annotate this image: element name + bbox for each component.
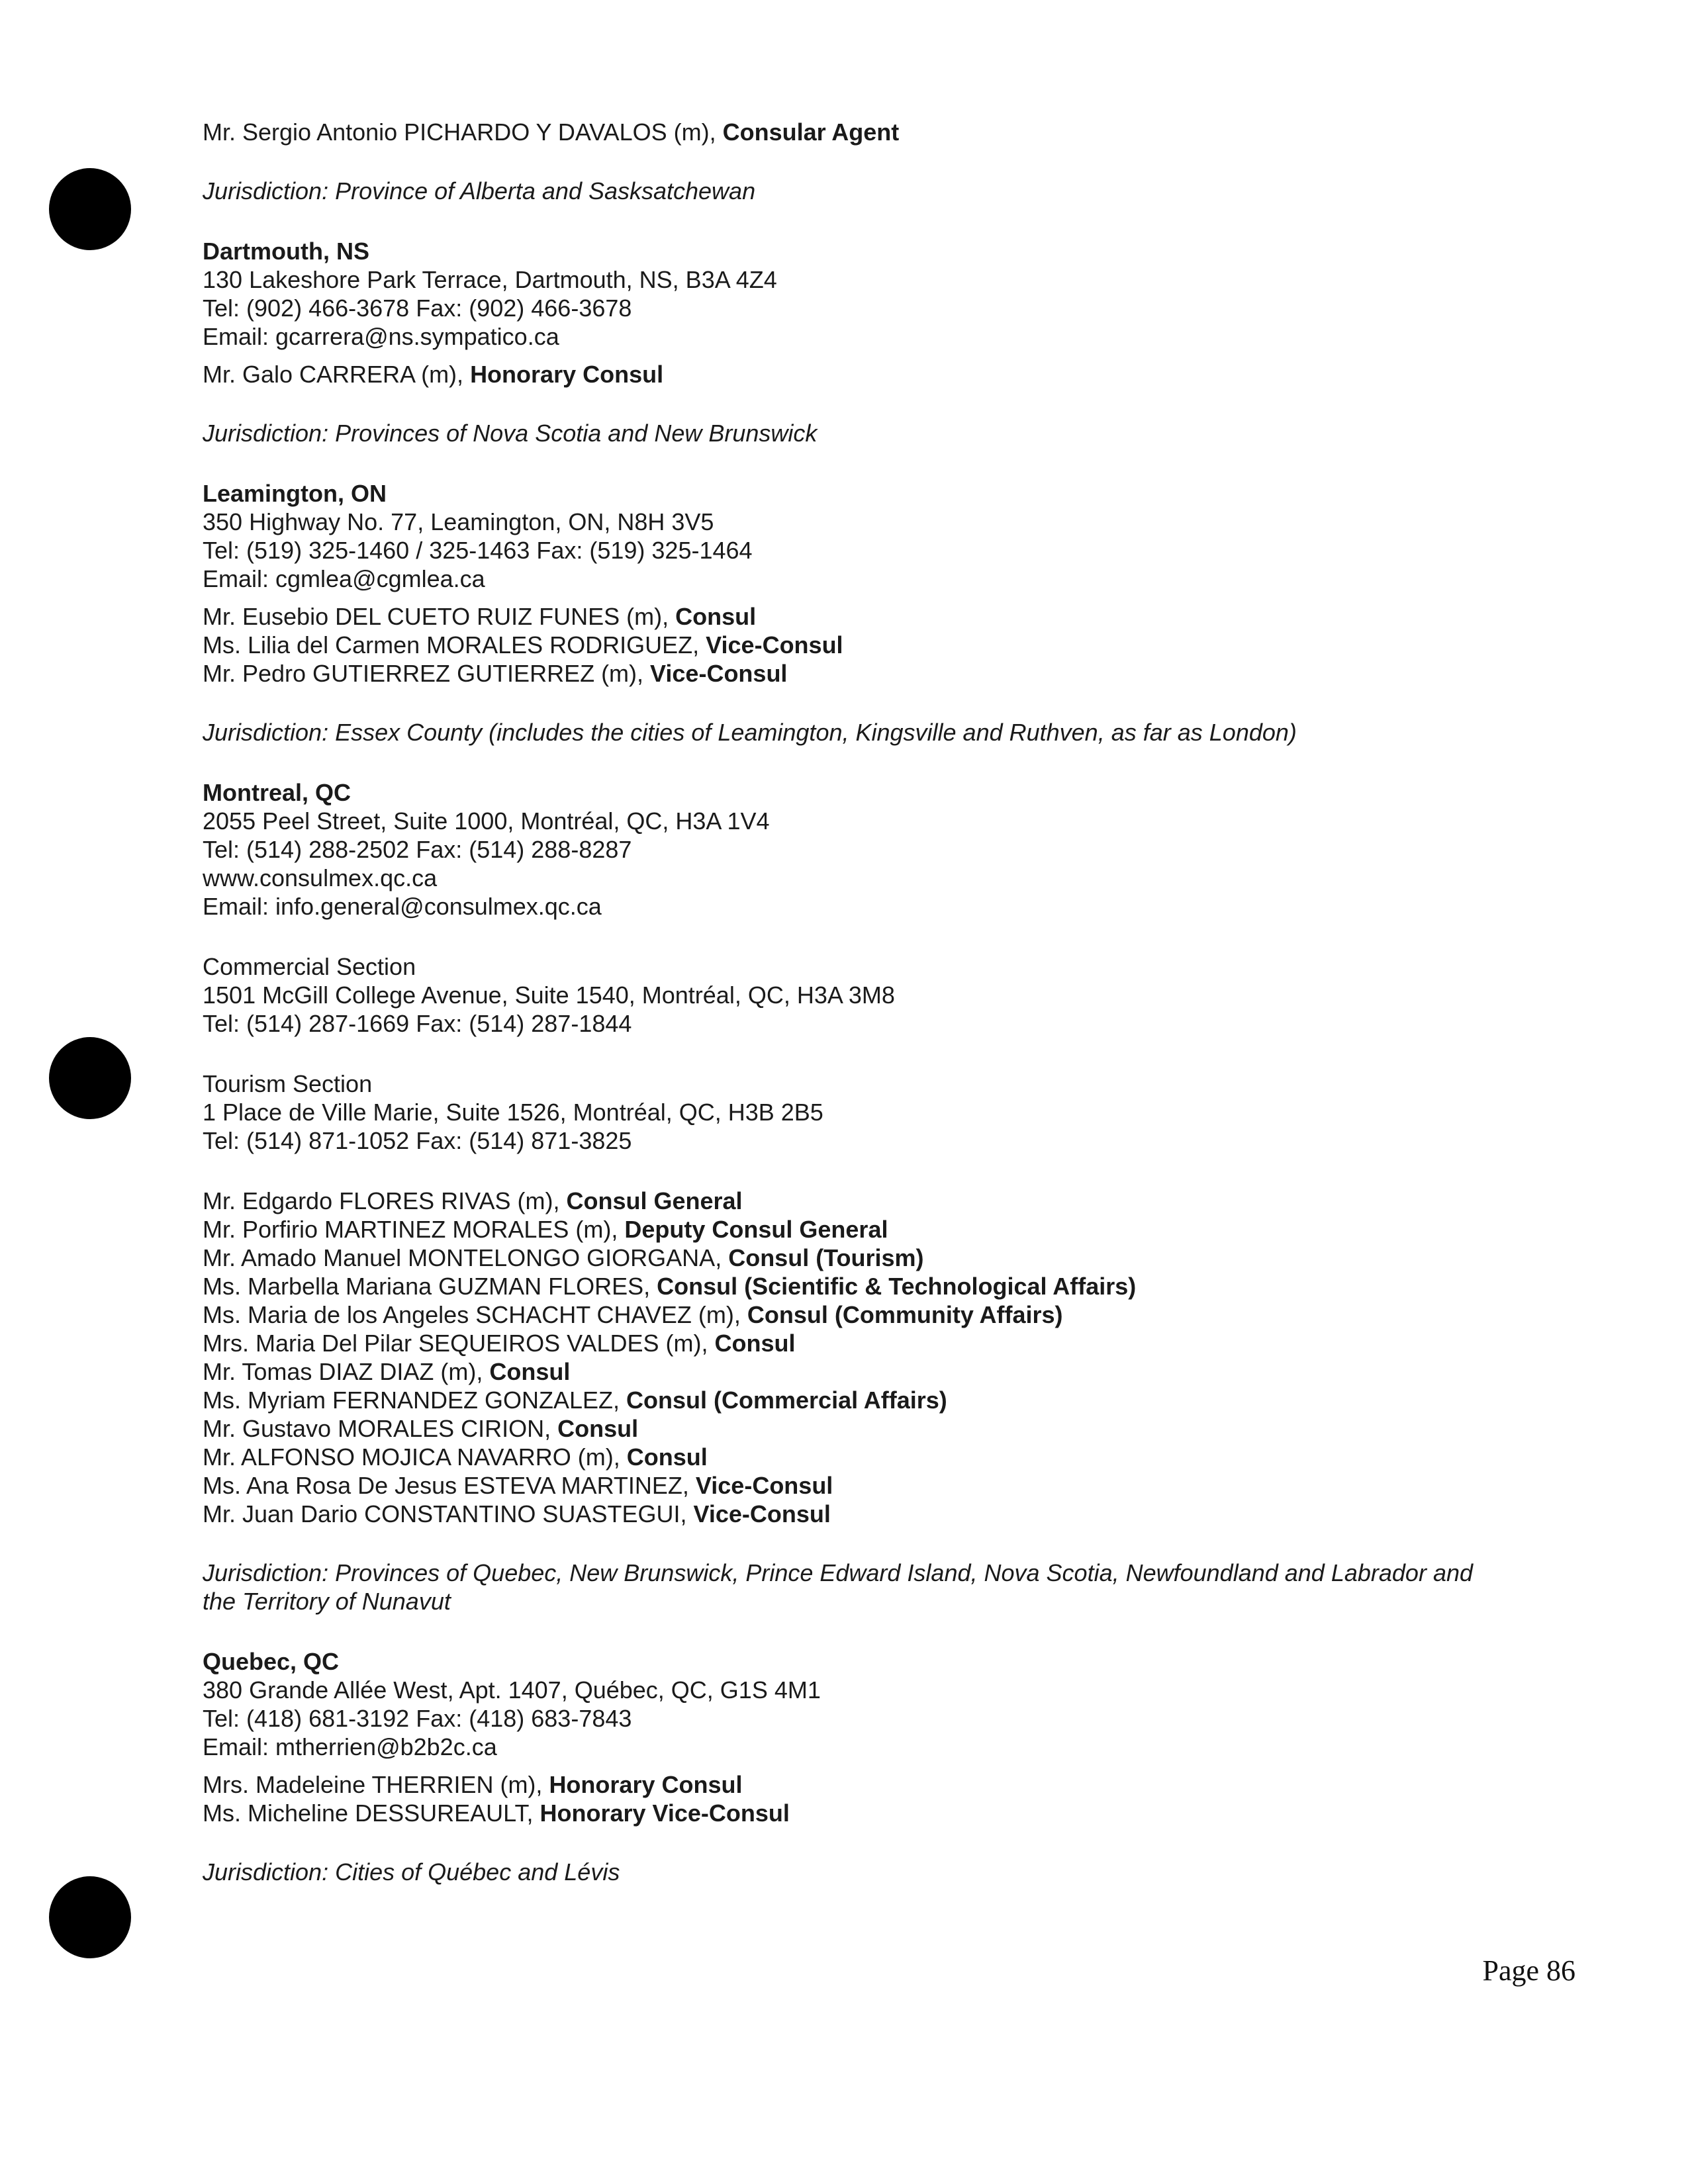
person-name: Mr. Gustavo MORALES CIRION, — [203, 1415, 558, 1442]
phone-line: Tel: (514) 871-1052 Fax: (514) 871-3825 — [203, 1127, 632, 1154]
person-name: Ms. Micheline DESSUREAULT, — [203, 1799, 540, 1827]
person-entry — [203, 118, 1560, 146]
person-entry — [203, 602, 1560, 631]
punch-hole — [49, 168, 131, 250]
jurisdiction-continued: the Territory of Nunavut — [203, 1588, 451, 1615]
email-line: Email: mtherrien@b2b2c.ca — [203, 1733, 497, 1760]
city-heading: Montreal, QC — [203, 779, 352, 806]
staff-list — [203, 1187, 1560, 1528]
person-role: Honorary Consul — [470, 361, 664, 388]
person-name: Mr. Porfirio MARTINEZ MORALES (m), — [203, 1216, 625, 1243]
person-name: Ms. Ana Rosa De Jesus ESTEVA MARTINEZ, — [203, 1472, 696, 1499]
jurisdiction: Jurisdiction: Province of Alberta and Sasksatchewan — [203, 177, 756, 205]
jurisdiction: Jurisdiction: Provinces of Nova Scotia and New Brunswick — [203, 420, 818, 447]
person-role: Consul (Tourism) — [728, 1244, 924, 1271]
person-name: Ms. Maria de los Angeles SCHACHT CHAVEZ (m), — [203, 1301, 747, 1328]
person-entry — [203, 1187, 1560, 1215]
person-entry — [203, 360, 1560, 388]
address-line: 380 Grande Allée West, Apt. 1407, Québec, QC, G1S 4M1 — [203, 1676, 821, 1704]
person-entry — [203, 1300, 1560, 1329]
section-leamington — [203, 479, 1560, 747]
person-role: Consul General — [566, 1187, 743, 1214]
person-name: Mr. Eusebio DEL CUETO RUIZ FUNES (m), — [203, 603, 676, 630]
person-entry — [203, 1471, 1560, 1500]
person-name: Ms. Myriam FERNANDEZ GONZALEZ, — [203, 1387, 627, 1414]
section-alberta-agent — [203, 118, 1560, 205]
person-entry — [203, 1443, 1560, 1471]
page-number: Page 86 — [1482, 1954, 1575, 1987]
document-body — [203, 118, 1560, 1886]
person-role: Consular Agent — [722, 118, 900, 146]
person-name: Mrs. Madeleine THERRIEN (m), — [203, 1771, 549, 1798]
person-role: Consul (Scientific & Technological Affairs) — [657, 1273, 1137, 1300]
person-entry — [203, 659, 1560, 688]
person-name: Mr. Sergio Antonio PICHARDO Y DAVALOS (m), — [203, 118, 723, 146]
person-role: Honorary Consul — [549, 1771, 743, 1798]
punch-hole — [49, 1037, 131, 1119]
person-role: Consul — [489, 1358, 571, 1385]
person-entry — [203, 1386, 1560, 1414]
person-entry — [203, 1357, 1560, 1386]
person-role: Vice-Consul — [693, 1500, 831, 1527]
person-name: Mr. Pedro GUTIERREZ GUTIERREZ (m), — [203, 660, 651, 687]
address-line: 350 Highway No. 77, Leamington, ON, N8H 3V5 — [203, 508, 714, 535]
person-entry — [203, 631, 1560, 659]
phone-line: Tel: (514) 287-1669 Fax: (514) 287-1844 — [203, 1010, 632, 1037]
email-line: Email: gcarrera@ns.sympatico.ca — [203, 323, 559, 350]
phone-line: Tel: (418) 681-3192 Fax: (418) 683-7843 — [203, 1705, 632, 1732]
person-name: Mr. Edgardo FLORES RIVAS (m), — [203, 1187, 567, 1214]
jurisdiction: Jurisdiction: Cities of Québec and Lévis — [203, 1858, 620, 1886]
person-role: Vice-Consul — [695, 1472, 833, 1499]
punch-hole — [49, 1876, 131, 1958]
email-line: Email: cgmlea@cgmlea.ca — [203, 565, 485, 592]
person-role: Consul — [714, 1330, 796, 1357]
person-role: Consul — [557, 1415, 639, 1442]
address-line: 130 Lakeshore Park Terrace, Dartmouth, NS, B3A 4Z4 — [203, 266, 777, 293]
city-heading: Quebec, QC — [203, 1648, 340, 1675]
person-name: Mrs. Maria Del Pilar SEQUEIROS VALDES (m), — [203, 1330, 715, 1357]
person-role: Consul (Commercial Affairs) — [626, 1387, 947, 1414]
person-entry — [203, 1500, 1560, 1528]
person-role: Honorary Vice-Consul — [539, 1799, 790, 1827]
section-dartmouth — [203, 237, 1560, 447]
person-entry — [203, 1329, 1560, 1357]
jurisdiction: Jurisdiction: Provinces of Quebec, New Brunswick, Prince Edward Island, Nova Scotia, Newfoundland and Labrador and — [203, 1559, 1474, 1586]
website-line: www.consulmex.qc.ca — [203, 864, 438, 891]
phone-line: Tel: (519) 325-1460 / 325-1463 Fax: (519) 325-1464 — [203, 537, 753, 564]
address-line: 1 Place de Ville Marie, Suite 1526, Montréal, QC, H3B 2B5 — [203, 1099, 823, 1126]
address-line: 2055 Peel Street, Suite 1000, Montréal, QC, H3A 1V4 — [203, 807, 770, 835]
person-role: Consul — [626, 1443, 708, 1471]
person-name: Mr. Amado Manuel MONTELONGO GIORGANA, — [203, 1244, 729, 1271]
person-name: Mr. Tomas DIAZ DIAZ (m), — [203, 1358, 490, 1385]
section-montreal — [203, 778, 1560, 1615]
person-name: Ms. Marbella Mariana GUZMAN FLORES, — [203, 1273, 657, 1300]
person-entry — [203, 1799, 1560, 1827]
phone-line: Tel: (514) 288-2502 Fax: (514) 288-8287 — [203, 836, 632, 863]
person-entry — [203, 1215, 1560, 1244]
city-heading: Dartmouth, NS — [203, 238, 369, 265]
person-role: Consul — [675, 603, 757, 630]
email-line: Email: info.general@consulmex.qc.ca — [203, 893, 602, 920]
section-quebec — [203, 1647, 1560, 1886]
person-entry — [203, 1414, 1560, 1443]
person-entry — [203, 1272, 1560, 1300]
person-entry — [203, 1244, 1560, 1272]
person-role: Vice-Consul — [650, 660, 788, 687]
person-name: Mr. Juan Dario CONSTANTINO SUASTEGUI, — [203, 1500, 694, 1527]
person-name: Mr. ALFONSO MOJICA NAVARRO (m), — [203, 1443, 627, 1471]
person-entry — [203, 1770, 1560, 1799]
commercial-section-title: Commercial Section — [203, 953, 416, 980]
jurisdiction: Jurisdiction: Essex County (includes the cities of Leamington, Kingsville and Ruthven, as far as London) — [203, 719, 1297, 746]
phone-line: Tel: (902) 466-3678 Fax: (902) 466-3678 — [203, 295, 632, 322]
person-name: Ms. Lilia del Carmen MORALES RODRIGUEZ, — [203, 631, 706, 659]
city-heading: Leamington, ON — [203, 480, 387, 507]
person-role: Vice-Consul — [706, 631, 843, 659]
person-role: Deputy Consul General — [624, 1216, 888, 1243]
person-role: Consul (Community Affairs) — [747, 1301, 1063, 1328]
person-name: Mr. Galo CARRERA (m), — [203, 361, 471, 388]
tourism-section-title: Tourism Section — [203, 1070, 373, 1097]
address-line: 1501 McGill College Avenue, Suite 1540, Montréal, QC, H3A 3M8 — [203, 981, 895, 1009]
